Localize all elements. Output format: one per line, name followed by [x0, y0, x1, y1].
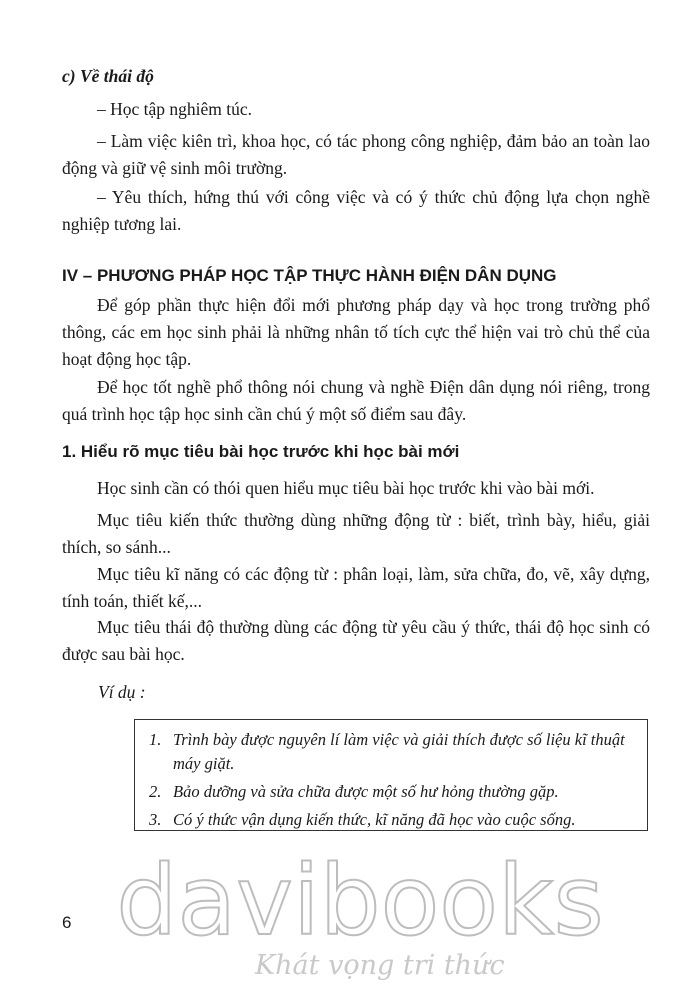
section-iv-paragraph-1: Để góp phần thực hiện đổi mới phương pháp dạy và học trong trường phổ thông, các em học sinh phải là những nhân tố tích cực thể hiện vai trò chủ thể của hoạt động học tập. [62, 295, 650, 369]
page-number: 6 [62, 913, 72, 932]
subsection-1-paragraph-2: Mục tiêu kiến thức thường dùng những động từ : biết, trình bày, hiểu, giải thích, so sánh... [62, 510, 650, 557]
section-c-item-3: – Yêu thích, hứng thú với công việc và có ý thức chủ động lựa chọn nghề nghiệp tương lai. [62, 187, 650, 234]
example-item-1 [149, 728, 635, 776]
example-item-number: 1. [149, 730, 162, 749]
section-c-item-2: – Làm việc kiên trì, khoa học, có tác phong công nghiệp, đảm bảo an toàn lao động và giữ vệ sinh môi trường. [62, 131, 650, 178]
subsection-1-paragraph-4: Mục tiêu thái độ thường dùng các động từ yêu cầu ý thức, thái độ học sinh có được sau bài học. [62, 617, 650, 664]
example-item-text: Trình bày được nguyên lí làm việc và giải thích được số liệu kĩ thuật máy giặt. [173, 730, 625, 773]
example-item-text: Có ý thức vận dụng kiến thức, kĩ năng đã học vào cuộc sống. [173, 810, 576, 829]
example-box [134, 719, 648, 831]
example-item-text: Bảo dưỡng và sửa chữa được một số hư hỏng thường gặp. [173, 782, 559, 801]
subsection-1-paragraph-3: Mục tiêu kĩ năng có các động từ : phân loại, làm, sửa chữa, đo, vẽ, xây dựng, tính toán, thiết kế,... [62, 564, 650, 611]
subsection-1-paragraph-1: Học sinh cần có thói quen hiểu mục tiêu bài học trước khi vào bài mới. [97, 478, 595, 498]
example-item-2 [149, 780, 635, 804]
example-list [149, 728, 635, 832]
example-item-3 [149, 808, 635, 832]
section-c-item-1: – Học tập nghiêm túc. [97, 99, 253, 119]
section-iv-heading: IV – PHƯƠNG PHÁP HỌC TẬP THỰC HÀNH ĐIỆN DÂN DỤNG [62, 266, 557, 285]
watermark-slogan: Khát vọng tri thức [255, 950, 505, 981]
example-label: Ví dụ : [98, 682, 146, 702]
example-item-number: 3. [149, 810, 162, 829]
example-item-number: 2. [149, 782, 162, 801]
subsection-1-heading: 1. Hiểu rõ mục tiêu bài học trước khi học bài mới [62, 442, 460, 461]
section-c-title: c) Về thái độ [62, 66, 154, 86]
watermark-logo-text: davibooks [116, 845, 604, 957]
watermark-logo [116, 845, 604, 957]
section-iv-paragraph-2: Để học tốt nghề phổ thông nói chung và nghề Điện dân dụng nói riêng, trong quá trình học tập học sinh cần chú ý một số điểm sau đây. [62, 377, 650, 424]
